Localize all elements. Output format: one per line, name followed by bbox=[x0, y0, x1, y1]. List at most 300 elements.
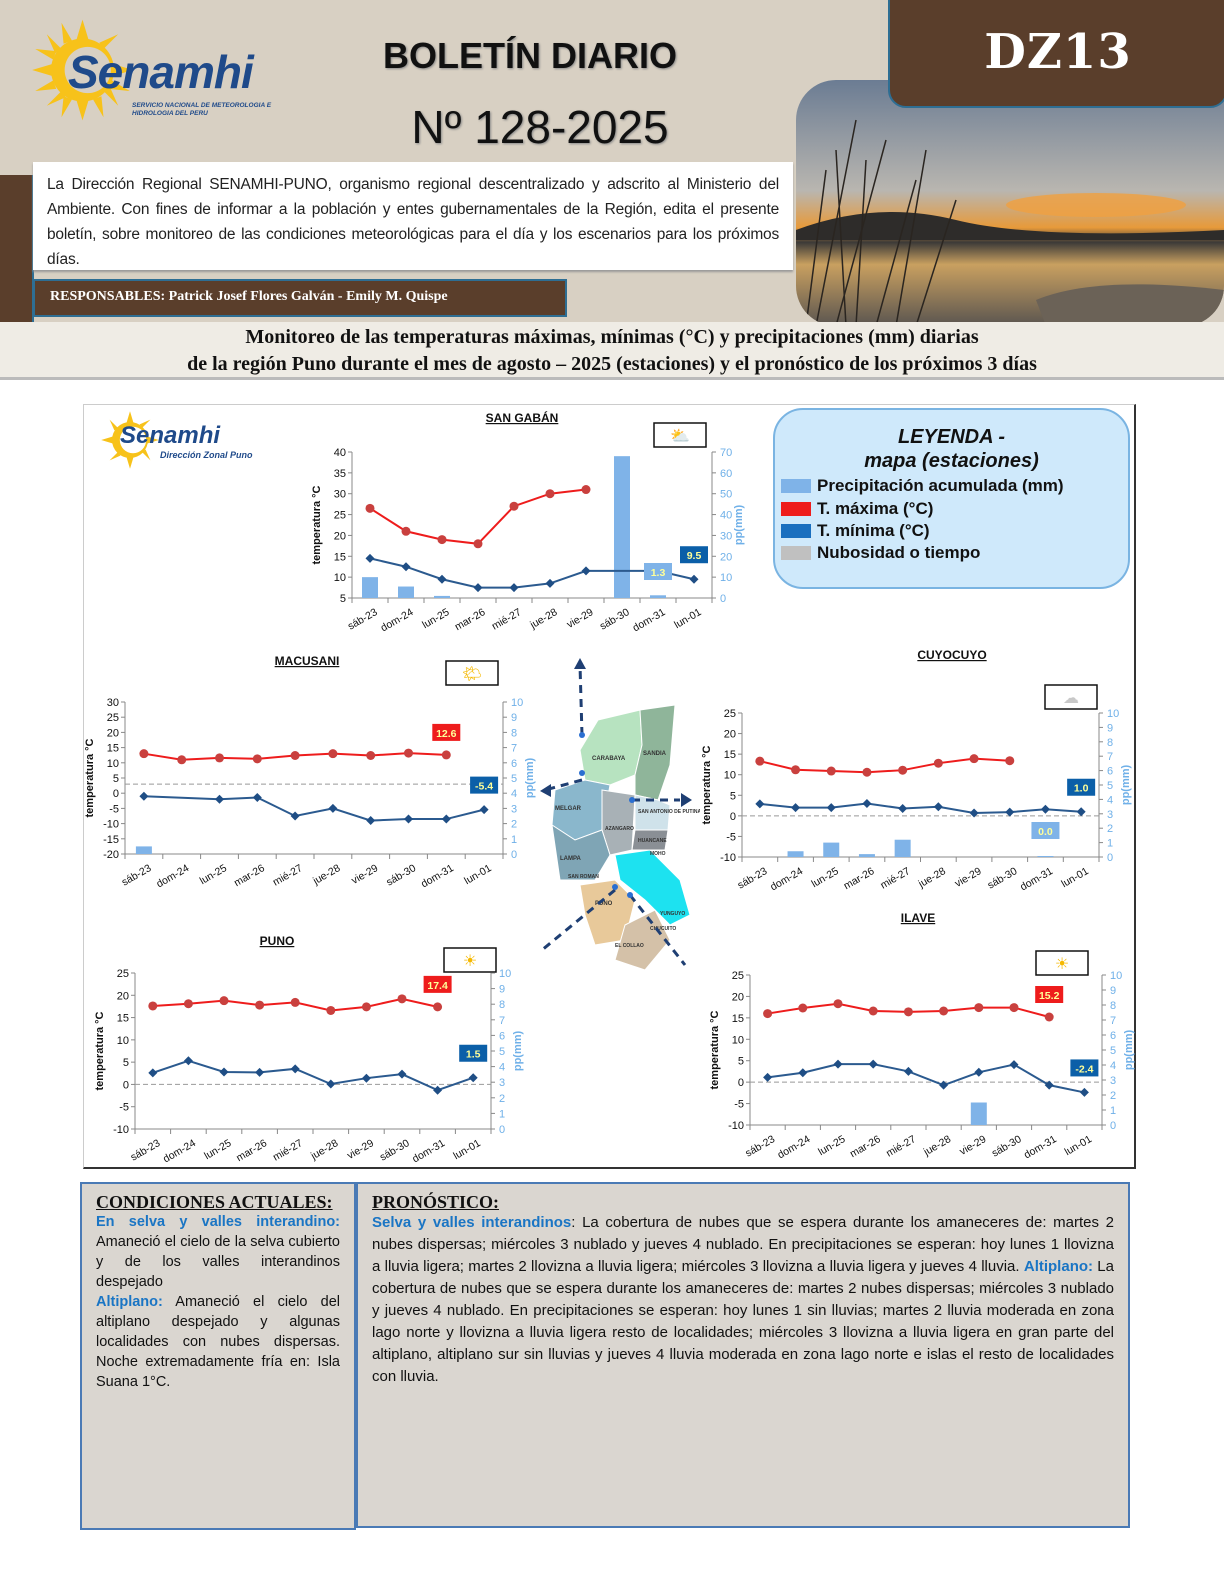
x-tick-label: dom-31 bbox=[410, 1137, 448, 1166]
tmin-point bbox=[1041, 805, 1050, 814]
data-label: 1.3 bbox=[650, 567, 666, 579]
tmax-point bbox=[366, 751, 375, 760]
data-label: 0.0 bbox=[1038, 826, 1053, 838]
tmax-point bbox=[139, 749, 148, 758]
station-title: SAN GABÁN bbox=[485, 411, 559, 425]
tmin-point bbox=[402, 562, 411, 571]
bulletin-number: Nº 128-2025 bbox=[411, 101, 669, 153]
tmax-point bbox=[291, 998, 300, 1007]
y-right-tick-label: 6 bbox=[499, 1030, 506, 1043]
chart-svg bbox=[80, 930, 540, 1170]
legend-item-cloudiness bbox=[781, 543, 980, 563]
legend-label: Precipitación acumulada (mm) bbox=[817, 476, 1064, 495]
tmin-point bbox=[139, 792, 148, 801]
tmin-point bbox=[474, 583, 483, 592]
tmin-point bbox=[791, 803, 800, 812]
map-arrow-san-gaban bbox=[580, 665, 582, 735]
station-marker-icon bbox=[579, 770, 585, 776]
map-label-san-roman: SAN ROMAN bbox=[568, 874, 599, 880]
y-right-tick-label: 10 bbox=[720, 572, 733, 585]
y-tick-label: 25 bbox=[116, 968, 129, 980]
logo-brand: Senamhi bbox=[68, 46, 253, 98]
y-right-tick-label: 8 bbox=[1107, 736, 1114, 749]
tmin-point bbox=[433, 1086, 442, 1095]
tmax-point bbox=[438, 535, 447, 544]
tmin-point bbox=[974, 1068, 983, 1077]
x-tick-label: lun-25 bbox=[420, 606, 452, 632]
conditions-selva-text: Amaneció el cielo de la selva cubierto y de los valles interandinos despejado bbox=[96, 1234, 340, 1290]
tmin-point bbox=[366, 554, 375, 563]
x-tick-label: vie-29 bbox=[952, 865, 984, 890]
y-right-tick-label: 2 bbox=[1110, 1090, 1117, 1102]
y-right-tick-label: 7 bbox=[499, 1014, 506, 1027]
section-subtitle bbox=[0, 322, 1224, 380]
x-tick-label: dom-24 bbox=[378, 606, 416, 635]
tmin-point bbox=[220, 1067, 229, 1076]
x-tick-label: lun-25 bbox=[197, 862, 229, 888]
x-tick-label: vie-29 bbox=[345, 1137, 376, 1162]
precip-bar bbox=[362, 577, 378, 598]
x-tick-label: dom-31 bbox=[630, 606, 668, 635]
legend-label: T. mínima (°C) bbox=[817, 521, 930, 540]
map-label-el-collao: EL COLLAO bbox=[615, 943, 644, 949]
y-tick-label: 15 bbox=[333, 551, 346, 564]
tmax-point bbox=[1005, 756, 1014, 765]
y-tick-label: -10 bbox=[103, 818, 119, 831]
tmin-point bbox=[255, 1068, 264, 1077]
y-tick-label: -20 bbox=[103, 849, 119, 861]
y-tick-label: 5 bbox=[729, 790, 736, 803]
y-right-tick-label: 1 bbox=[1110, 1105, 1117, 1117]
y-tick-label: 10 bbox=[731, 1034, 744, 1047]
x-tick-label: lun-01 bbox=[462, 862, 494, 888]
y-tick-label: -5 bbox=[734, 1098, 744, 1111]
forecast-panel bbox=[356, 1182, 1130, 1528]
tmax-point bbox=[546, 489, 555, 498]
y-tick-label: -10 bbox=[113, 1124, 129, 1136]
x-tick-label: sáb-23 bbox=[743, 1133, 778, 1160]
y-axis-label: temperatura °C bbox=[84, 738, 96, 818]
forecast-body bbox=[372, 1212, 1114, 1388]
tmax-point bbox=[791, 765, 800, 774]
y-tick-label: 5 bbox=[122, 1057, 129, 1070]
tmax-point bbox=[974, 1003, 983, 1012]
tmax-point bbox=[215, 753, 224, 762]
tmin-point bbox=[469, 1073, 478, 1082]
y-right-tick-label: 40 bbox=[720, 509, 733, 522]
precip-bar bbox=[434, 596, 450, 598]
x-tick-label: mar-26 bbox=[231, 862, 267, 890]
map-label-melgar: MELGAR bbox=[555, 806, 581, 812]
x-tick-label: lun-01 bbox=[451, 1137, 483, 1163]
legend-swatch bbox=[781, 546, 811, 560]
bulletin-title: BOLETÍN DIARIO bbox=[383, 35, 677, 76]
data-label: 15.2 bbox=[1038, 990, 1060, 1002]
chart-svg bbox=[690, 645, 1135, 900]
partly-cloudy-icon: ⛅ bbox=[670, 428, 690, 445]
x-tick-label: lun-01 bbox=[1062, 1133, 1094, 1159]
y-right-tick-label: 5 bbox=[1107, 780, 1114, 792]
tmin-point bbox=[404, 815, 413, 824]
x-tick-label: sáb-23 bbox=[345, 606, 380, 633]
tmin-point bbox=[898, 804, 907, 813]
y-right-tick-label: 3 bbox=[1110, 1075, 1117, 1087]
conditions-altiplano-text: Amaneció el cielo del altiplano despejado y algunas localidades con nubes dispersas. Noche extremadamente fría en: Isla Suana 1°C. bbox=[96, 1294, 340, 1390]
chart-svg bbox=[300, 405, 745, 645]
sun-icon: ☀ bbox=[462, 953, 478, 970]
x-tick-label: jue-28 bbox=[309, 1137, 341, 1163]
legend-subtitle: mapa (estaciones) bbox=[864, 450, 1039, 472]
tmin-point bbox=[215, 795, 224, 804]
y-tick-label: 10 bbox=[723, 769, 736, 782]
data-label: -2.4 bbox=[1075, 1063, 1094, 1076]
y-tick-label: 15 bbox=[731, 1012, 744, 1025]
zone-badge bbox=[888, 0, 1224, 108]
tmax-point bbox=[148, 1001, 157, 1010]
x-tick-label: sáb-30 bbox=[989, 1133, 1024, 1160]
y-right-tick-label: 8 bbox=[1110, 1000, 1117, 1012]
tmin-point bbox=[1010, 1060, 1019, 1069]
tmin-point bbox=[480, 805, 489, 814]
y-tick-label: 25 bbox=[731, 970, 744, 982]
y-right-tick-label: 8 bbox=[499, 999, 506, 1012]
precip-bar bbox=[788, 851, 804, 857]
tmax-point bbox=[184, 999, 193, 1008]
tmax-point bbox=[253, 754, 262, 763]
tmax-point bbox=[255, 1001, 264, 1010]
tmax-point bbox=[970, 754, 979, 763]
station-title: MACUSANI bbox=[274, 654, 340, 668]
forecast-selva-label: Selva y valles interandinos bbox=[372, 1214, 572, 1231]
data-label: 9.5 bbox=[686, 550, 702, 563]
map-label-carabaya: CARABAYA bbox=[592, 756, 626, 762]
tmax-point bbox=[1010, 1003, 1019, 1012]
x-tick-label: vie-29 bbox=[564, 606, 596, 631]
legend-swatch bbox=[781, 479, 811, 493]
arrow-head-left-icon bbox=[540, 784, 551, 797]
y-right-tick-label: 2 bbox=[511, 818, 518, 831]
forecast-altiplano-label: Altiplano: bbox=[1023, 1258, 1094, 1275]
tmax-point bbox=[510, 502, 519, 511]
tmin-point bbox=[546, 579, 555, 588]
y-tick-label: 20 bbox=[106, 727, 119, 740]
station-title: CUYOCUYO bbox=[917, 648, 987, 662]
tmin-point bbox=[291, 812, 300, 821]
y-right-tick-label: 4 bbox=[499, 1061, 506, 1074]
tmin-line bbox=[144, 796, 484, 820]
sun-icon: ☀ bbox=[1054, 956, 1070, 973]
tmax-point bbox=[904, 1007, 913, 1016]
tmin-point bbox=[253, 793, 262, 802]
station-marker-icon bbox=[612, 884, 618, 890]
y-right-tick-label: 5 bbox=[511, 773, 518, 785]
y-right-tick-label: 3 bbox=[1107, 808, 1114, 821]
y-right-tick-label: 10 bbox=[1110, 970, 1123, 982]
zonal-logo-subtitle: Dirección Zonal Puno bbox=[160, 450, 253, 460]
x-tick-label: lun-01 bbox=[672, 606, 704, 632]
tmin-point bbox=[1080, 1088, 1089, 1097]
y-tick-label: 20 bbox=[333, 530, 346, 543]
x-tick-label: lun-25 bbox=[809, 865, 841, 891]
x-tick-label: mié-27 bbox=[884, 1133, 918, 1160]
tmin-point bbox=[827, 803, 836, 812]
conditions-body bbox=[96, 1212, 340, 1392]
tmin-point bbox=[1005, 808, 1014, 817]
y-right-tick-label: 1 bbox=[1107, 837, 1114, 850]
map-label-moho: MOHO bbox=[650, 851, 666, 857]
y-right-tick-label: 0 bbox=[511, 849, 518, 861]
tmin-point bbox=[438, 575, 447, 584]
y-right-tick-label: 0 bbox=[720, 593, 727, 605]
conditions-selva-label: En selva y valles interandino: bbox=[96, 1214, 340, 1230]
precip-bar bbox=[859, 854, 875, 857]
tmax-point bbox=[798, 1004, 807, 1013]
y-tick-label: 0 bbox=[122, 1079, 129, 1092]
data-label: 1.5 bbox=[465, 1048, 481, 1061]
map-label-yunguyo: YUNGUYO bbox=[660, 911, 686, 917]
tmin-point bbox=[869, 1060, 878, 1069]
tmin-point bbox=[798, 1068, 807, 1077]
y-tick-label: 35 bbox=[333, 467, 346, 480]
x-tick-label: dom-31 bbox=[1018, 865, 1055, 894]
y-tick-label: 5 bbox=[112, 773, 119, 785]
y-right-tick-label: 60 bbox=[720, 467, 733, 480]
map-label-lampa: LAMPA bbox=[560, 856, 581, 862]
y-right-tick-label: 0 bbox=[1107, 852, 1114, 864]
data-label: -5.4 bbox=[475, 780, 494, 793]
tmax-point bbox=[328, 749, 337, 758]
y-tick-label: 20 bbox=[116, 990, 129, 1003]
sun-behind-cloud-icon: 🌤 bbox=[461, 666, 483, 683]
chart-ilave bbox=[690, 905, 1135, 1170]
x-tick-label: mar-26 bbox=[841, 865, 877, 893]
x-tick-label: sáb-23 bbox=[735, 865, 770, 892]
y-right-tick-label: 9 bbox=[1107, 722, 1114, 735]
y-right-tick-label: 0 bbox=[1110, 1120, 1117, 1132]
legend-label: T. máxima (°C) bbox=[817, 499, 934, 518]
y-right-tick-label: 20 bbox=[720, 551, 733, 564]
y-tick-label: -10 bbox=[728, 1120, 744, 1132]
precip-bar bbox=[1037, 856, 1053, 857]
y-right-tick-label: 3 bbox=[499, 1077, 506, 1090]
x-tick-label: dom-24 bbox=[768, 865, 806, 894]
y-tick-label: 0 bbox=[112, 788, 119, 801]
y-right-tick-label: 5 bbox=[1110, 1045, 1117, 1057]
x-tick-label: dom-24 bbox=[161, 1137, 198, 1166]
map-label-chucuito: CHUCUITO bbox=[650, 926, 677, 932]
y-tick-label: -5 bbox=[726, 831, 736, 844]
zone-badge-text: DZ13 bbox=[984, 24, 1132, 80]
x-tick-label: mié-27 bbox=[270, 1137, 305, 1164]
station-title: ILAVE bbox=[900, 911, 936, 925]
tmax-point bbox=[177, 755, 186, 764]
y-tick-label: 15 bbox=[723, 749, 736, 762]
x-tick-label: sáb-23 bbox=[128, 1137, 163, 1164]
x-tick-label: jue-28 bbox=[921, 1133, 954, 1159]
y-tick-label: 15 bbox=[116, 1012, 129, 1025]
map-label-huancane: HUANCANE bbox=[638, 838, 667, 844]
tmin-point bbox=[442, 815, 451, 824]
x-tick-label: mar-26 bbox=[847, 1133, 883, 1161]
tmax-point bbox=[362, 1002, 371, 1011]
precip-bar bbox=[650, 595, 666, 598]
x-tick-label: dom-24 bbox=[154, 862, 192, 891]
tmin-point bbox=[1077, 807, 1086, 816]
y-right-tick-label: 9 bbox=[499, 983, 506, 996]
logo-subtitle: SERVICIO NACIONAL DE METEOROLOGIA E HIDROLOGIA DEL PERU bbox=[132, 102, 272, 117]
tmin-point bbox=[934, 802, 943, 811]
tmin-point bbox=[510, 583, 519, 592]
y-right-tick-label: 3 bbox=[511, 803, 518, 816]
y-tick-label: 15 bbox=[106, 742, 119, 755]
legend-item-tmax bbox=[781, 499, 933, 519]
x-tick-label: lun-25 bbox=[816, 1133, 848, 1159]
map-label-azangaro: AZANGARO bbox=[605, 826, 634, 832]
tmax-point bbox=[404, 749, 413, 758]
tmax-point bbox=[755, 757, 764, 766]
puno-region-map bbox=[540, 655, 700, 970]
x-tick-label: vie-29 bbox=[957, 1133, 989, 1158]
tmin-point bbox=[328, 804, 337, 813]
forecast-altiplano-text: La cobertura de nubes que se espera durante los amaneceres de: martes 2 nubes dispersas; miércoles 3 nublado y jueves 4 nublado. En precipitaciones se esperan: hoy lunes 1 sin lluvias; martes 2 lluvia moderada en zona lago norte y llovizna a lluvia ligera resto de localidades; miércoles 3 llovizna a lluvia ligera en gran parte del altiplano, altiplano sur sin lluvias y jueves 4 lluvia moderada en zona lago norte e islas el resto de localidades con lluvia. bbox=[372, 1258, 1114, 1385]
tmin-line bbox=[153, 1061, 473, 1090]
y-right-tick-label: 7 bbox=[1107, 751, 1114, 764]
tmin-point bbox=[398, 1070, 407, 1079]
map-label-sandia: SANDIA bbox=[643, 751, 667, 757]
tmin-point bbox=[326, 1079, 335, 1088]
y-tick-label: 10 bbox=[333, 572, 346, 585]
tmin-point bbox=[755, 799, 764, 808]
chart-cuyocuyo bbox=[690, 645, 1135, 900]
tmax-point bbox=[862, 768, 871, 777]
zonal-logo-brand: Senamhi bbox=[120, 422, 221, 449]
x-tick-label: sáb-30 bbox=[384, 862, 418, 889]
tmax-point bbox=[869, 1007, 878, 1016]
chart-macusani bbox=[80, 650, 536, 900]
y-tick-label: 0 bbox=[729, 810, 736, 823]
x-tick-label: dom-24 bbox=[775, 1133, 813, 1162]
map-label-puno: PUNO bbox=[595, 901, 613, 907]
y-tick-label: -5 bbox=[119, 1101, 129, 1114]
lake-photo bbox=[796, 80, 1224, 326]
y-right-tick-label: 7 bbox=[1110, 1015, 1117, 1027]
tmin-line bbox=[768, 1064, 1085, 1092]
x-tick-label: lun-01 bbox=[1059, 865, 1091, 891]
y-axis-label: temperatura °C bbox=[94, 1011, 106, 1091]
conditions-altiplano-label: Altiplano: bbox=[96, 1294, 163, 1310]
x-tick-label: dom-31 bbox=[418, 862, 456, 891]
tmax-point bbox=[366, 504, 375, 513]
y-tick-label: 25 bbox=[723, 708, 736, 720]
y-right-tick-label: 10 bbox=[499, 968, 512, 980]
tmax-point bbox=[582, 485, 591, 494]
legend-swatch bbox=[781, 502, 811, 516]
y-right-tick-label: 2 bbox=[1107, 823, 1114, 836]
y-right-tick-label: 70 bbox=[720, 447, 733, 459]
y-tick-label: 20 bbox=[723, 728, 736, 741]
y-axis-label: temperatura °C bbox=[701, 745, 713, 825]
tmin-line bbox=[760, 804, 1081, 813]
y-right-tick-label: 8 bbox=[511, 727, 518, 740]
y-tick-label: 10 bbox=[106, 757, 119, 770]
tmin-point bbox=[834, 1060, 843, 1069]
tmin-point bbox=[904, 1067, 913, 1076]
y-right-tick-label: 9 bbox=[1110, 985, 1117, 997]
station-marker-icon bbox=[629, 797, 635, 803]
tmax-point bbox=[763, 1009, 772, 1018]
y-tick-label: 40 bbox=[333, 447, 346, 459]
precip-bar bbox=[398, 587, 414, 598]
y-right-tick-label: 6 bbox=[511, 757, 518, 770]
tmin-point bbox=[148, 1068, 157, 1077]
chart-puno bbox=[80, 930, 540, 1170]
precip-bar bbox=[971, 1103, 987, 1126]
x-tick-label: sáb-30 bbox=[377, 1137, 412, 1164]
tmax-point bbox=[220, 996, 229, 1005]
tmax-point bbox=[398, 994, 407, 1003]
chart-svg bbox=[690, 905, 1135, 1170]
y-right-tick-label: 2 bbox=[499, 1092, 506, 1105]
x-tick-label: sáb-30 bbox=[597, 606, 632, 633]
y-right-tick-label: 4 bbox=[1107, 794, 1114, 807]
y-tick-label: -10 bbox=[720, 852, 736, 864]
arrow-head-up-icon bbox=[574, 658, 586, 669]
y-tick-label: 30 bbox=[333, 488, 346, 501]
data-label: 12.6 bbox=[436, 727, 457, 740]
tmin-point bbox=[366, 816, 375, 825]
tmax-point bbox=[442, 750, 451, 759]
tmax-point bbox=[898, 766, 907, 775]
tmax-point bbox=[291, 751, 300, 760]
y-right-tick-label: 4 bbox=[1110, 1060, 1117, 1072]
x-tick-label: mié-27 bbox=[270, 862, 305, 889]
x-tick-label: jue-28 bbox=[916, 865, 948, 891]
responsables-banner: RESPONSABLES: Patrick Josef Flores Galván - Emily M. Quispe bbox=[33, 279, 567, 317]
legend-title: LEYENDA - bbox=[897, 426, 1006, 448]
tmax-point bbox=[939, 1007, 948, 1016]
arrow-head-right-icon bbox=[681, 793, 692, 807]
legend-label: Nubosidad o tiempo bbox=[817, 543, 981, 562]
y-right-tick-label: 50 bbox=[720, 488, 733, 501]
precip-bar bbox=[895, 840, 911, 857]
subtitle-line-1: Monitoreo de las temperaturas máximas, mínimas (°C) y precipitaciones (mm) diarias bbox=[245, 326, 979, 348]
y-axis-label: temperatura °C bbox=[311, 485, 323, 565]
intro-paragraph: La Dirección Regional SENAMHI-PUNO, organismo regional descentralizado y adscrito al Ministerio del Ambiente. Con fines de informar a la población y entes gubernamentales de la Región, edita el presente boletín, sobre monitoreo de las condiciones meteorológicas para el día y los escenarios para los próximos días. bbox=[33, 162, 793, 270]
y-right-tick-label: 30 bbox=[720, 530, 733, 543]
legend-swatch bbox=[781, 524, 811, 538]
y-axis-label: temperatura °C bbox=[709, 1010, 721, 1090]
legend-item-tmin bbox=[781, 521, 930, 541]
precip-bar bbox=[614, 456, 630, 598]
cloud-icon: ☁ bbox=[1063, 690, 1079, 707]
y-tick-label: 10 bbox=[116, 1034, 129, 1047]
y-right-tick-label: 5 bbox=[499, 1046, 506, 1058]
map-province-carabaya bbox=[580, 710, 642, 785]
senamhi-zonal-logo bbox=[100, 410, 260, 470]
current-conditions-panel bbox=[80, 1182, 356, 1530]
precip-bar bbox=[823, 843, 839, 857]
map-label-putina: SAN ANTONIO DE PUTINA bbox=[638, 809, 700, 815]
x-tick-label: sáb-30 bbox=[985, 865, 1020, 892]
y-tick-label: 0 bbox=[737, 1077, 744, 1090]
x-tick-label: mié-27 bbox=[489, 606, 524, 633]
x-tick-label: sáb-23 bbox=[119, 862, 154, 889]
precip-bar bbox=[136, 846, 152, 854]
tmax-point bbox=[834, 999, 843, 1008]
x-tick-label: vie-29 bbox=[349, 862, 381, 887]
tmax-point bbox=[827, 767, 836, 776]
station-marker-icon bbox=[579, 732, 585, 738]
